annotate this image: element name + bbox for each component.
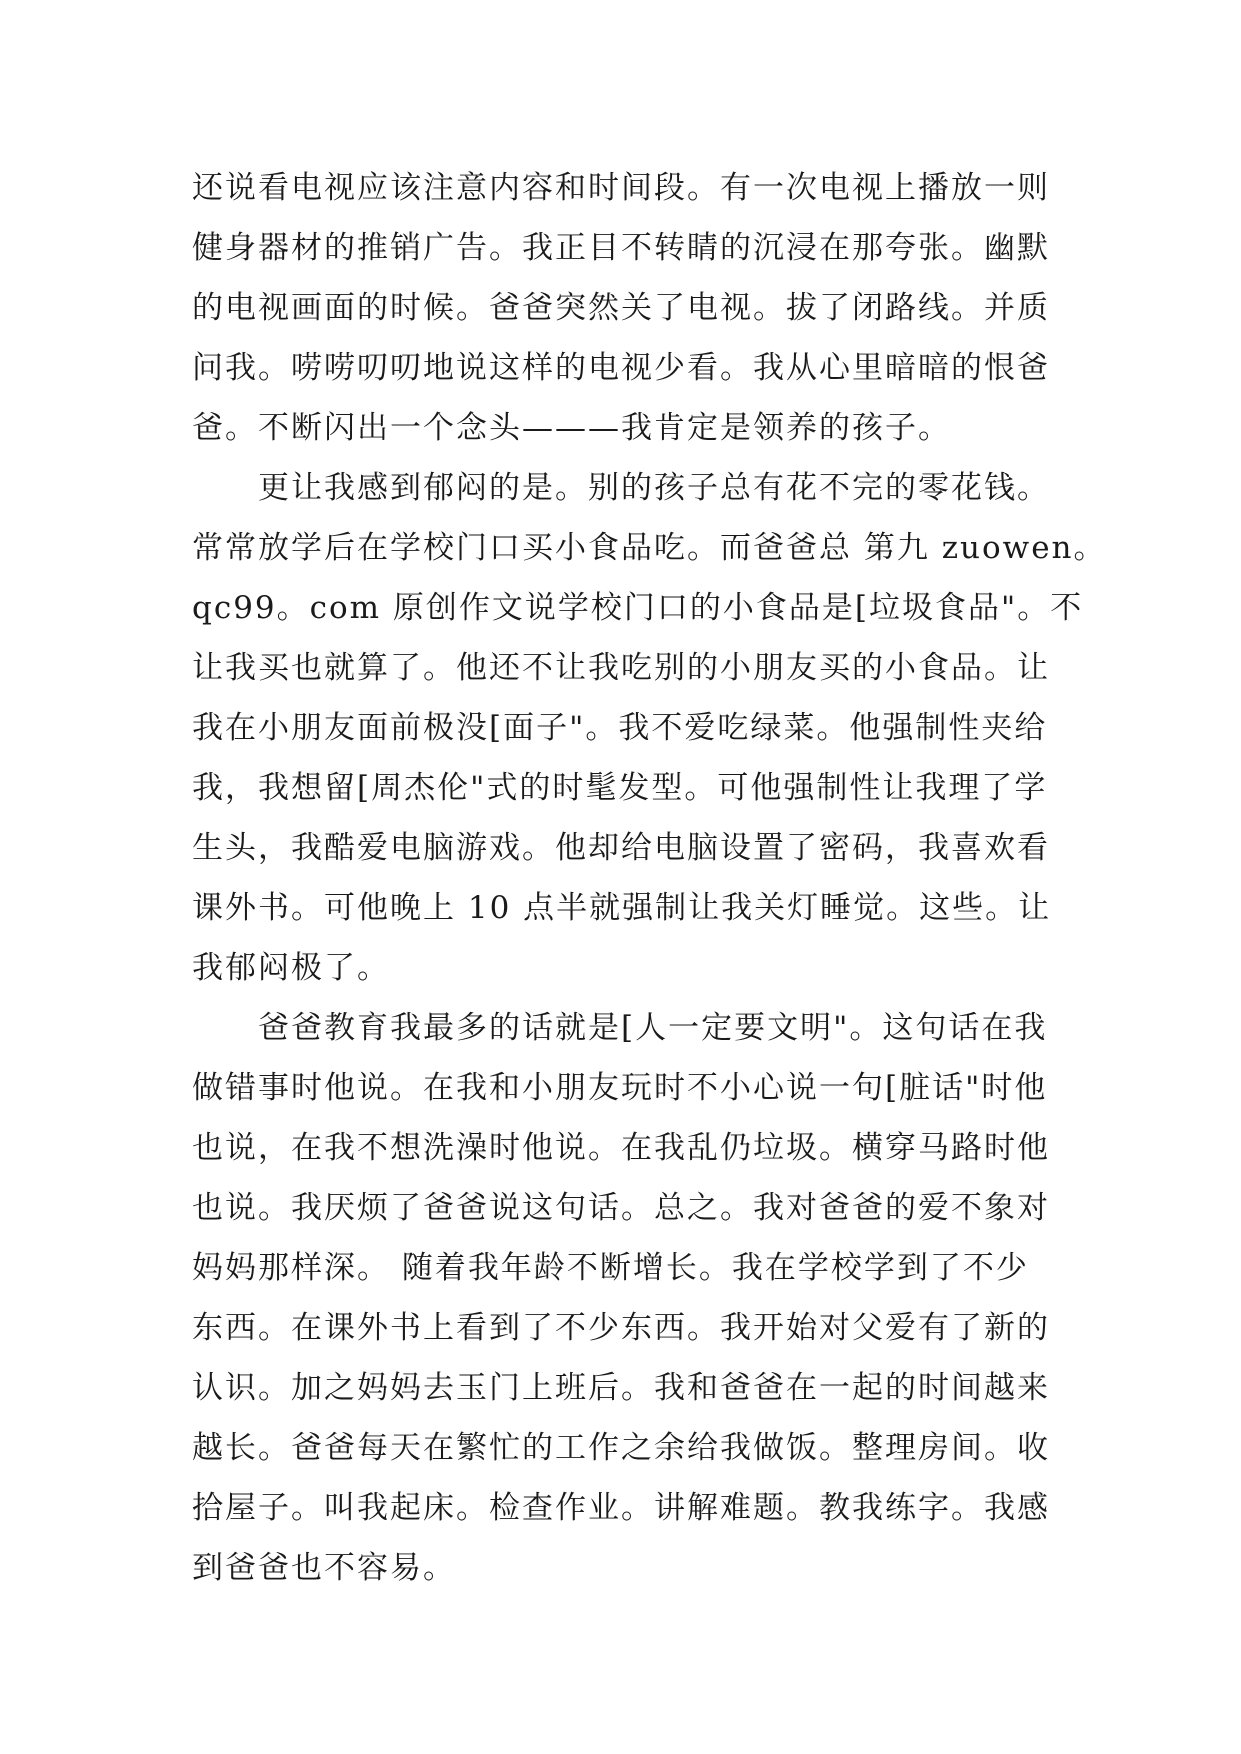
text-line: 我，我想留[周杰伦"式的时髦发型。可他强制性让我理了学 [192, 770, 1048, 806]
text-line: 拾屋子。叫我起床。检查作业。讲解难题。教我练字。我感 [192, 1490, 1050, 1526]
text-line: 也说，在我不想洗澡时他说。在我乱仍垃圾。横穿马路时他 [192, 1130, 1050, 1166]
text-line: 还说看电视应该注意内容和时间段。有一次电视上播放一则 [192, 170, 1050, 206]
text-line: 课外书。可他晚上 10 点半就强制让我关灯睡觉。这些。让 [192, 890, 1052, 926]
text-line: 常常放学后在学校门口买小食品吃。而爸爸总 第九 zuowen。 [192, 530, 1107, 566]
text-line: 爸。不断闪出一个念头———我肯定是领养的孩子。 [192, 410, 951, 446]
text-line: 越长。爸爸每天在繁忙的工作之余给我做饭。整理房间。收 [192, 1430, 1050, 1466]
text-line: 我郁闷极了。 [192, 950, 390, 986]
text-line: 更让我感到郁闷的是。别的孩子总有花不完的零花钱。 [192, 470, 1050, 506]
text-line: 认识。加之妈妈去玉门上班后。我和爸爸在一起的时间越来 [192, 1370, 1050, 1406]
essay-text [192, 158, 1107, 1598]
text-line: qc99。com 原创作文说学校门口的小食品是[垃圾食品"。不 [192, 590, 1084, 626]
text-line: 的电视画面的时候。爸爸突然关了电视。拔了闭路线。并质 [192, 290, 1050, 326]
text-line: 爸爸教育我最多的话就是[人一定要文明"。这句话在我 [192, 1010, 1048, 1046]
text-line: 做错事时他说。在我和小朋友玩时不小心说一句[脏话"时他 [192, 1070, 1048, 1106]
text-line: 到爸爸也不容易。 [192, 1550, 456, 1586]
text-line: 健身器材的推销广告。我正目不转睛的沉浸在那夸张。幽默 [192, 230, 1050, 266]
text-line: 生头，我酷爱电脑游戏。他却给电脑设置了密码，我喜欢看 [192, 830, 1050, 866]
text-line: 我在小朋友面前极没[面子"。我不爱吃绿菜。他强制性夹给 [192, 710, 1048, 746]
text-line: 妈妈那样深。 随着我年龄不断增长。我在学校学到了不少 [192, 1250, 1029, 1286]
text-line: 问我。唠唠叨叨地说这样的电视少看。我从心里暗暗的恨爸 [192, 350, 1050, 386]
text-line: 让我买也就算了。他还不让我吃别的小朋友买的小食品。让 [192, 650, 1050, 686]
text-line: 东西。在课外书上看到了不少东西。我开始对父爱有了新的 [192, 1310, 1050, 1346]
text-line: 也说。我厌烦了爸爸说这句话。总之。我对爸爸的爱不象对 [192, 1190, 1050, 1226]
